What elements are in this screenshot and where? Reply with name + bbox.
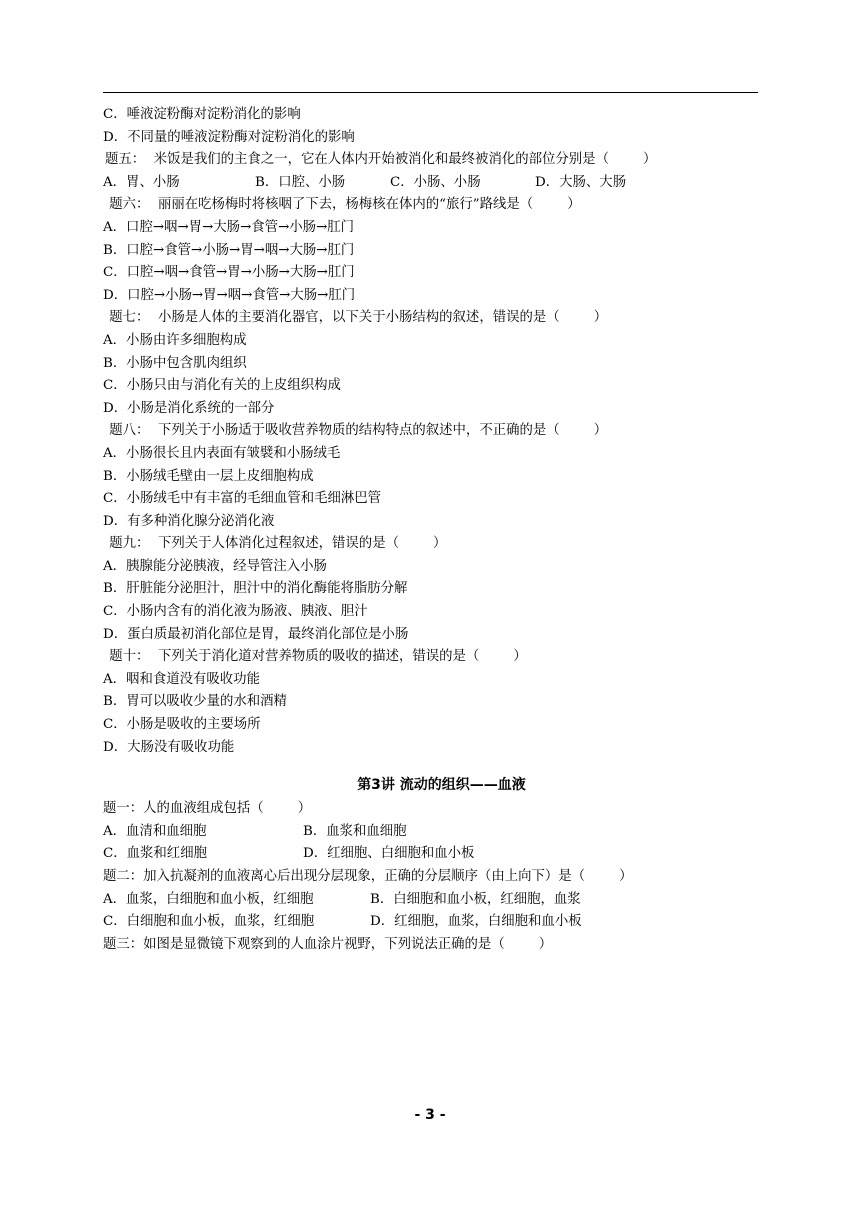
question-line: 题六： 丽丽在吃杨梅时将核咽了下去，杨梅核在体内的“旅行”路线是（ ）	[105, 197, 581, 213]
option-line: D．小肠是消化系统的一部分	[103, 400, 275, 416]
option-text: A．血清和血细胞	[103, 823, 207, 839]
option-text: A．胃、小肠	[103, 174, 180, 190]
option-line: B．胃可以吸收少量的水和酒精	[103, 694, 287, 710]
option-text: B．血浆和血细胞	[303, 823, 407, 839]
option-text: D．红细胞、白细胞和血小板	[303, 846, 475, 862]
option-text: A．血浆，白细胞和血小板，红细胞	[103, 891, 314, 907]
option-text: D．红细胞，血浆，白细胞和血小板	[370, 914, 582, 930]
question-line: 题七： 小肠是人体的主要消化器官，以下关于小肠结构的叙述，错误的是（ ）	[105, 310, 608, 326]
question-line: 题五： 米饭是我们的主食之一，它在人体内开始被消化和最终被消化的部位分别是（ ）	[105, 152, 657, 168]
option-line: B．口腔→食管→小肠→胃→咽→大肠→肛门	[103, 242, 355, 258]
option-row	[103, 843, 758, 866]
option-line: C．小肠只由与消化有关的上皮组织构成	[103, 378, 341, 394]
option-text: C．白细胞和血小板，血浆，红细胞	[103, 914, 315, 930]
option-line: B．小肠绒毛壁由一层上皮细胞构成	[103, 468, 314, 484]
option-row	[103, 911, 758, 934]
option-line: C．口腔→咽→食管→胃→小肠→大肠→肛门	[103, 265, 355, 281]
option-line: 题一：人的血液组成包括（ ）	[103, 801, 312, 817]
option-line: A．咽和食道没有吸收功能	[103, 671, 260, 687]
option-line: D．大肠没有吸收功能	[103, 739, 235, 755]
option-line: D．不同量的唾液淀粉酶对淀粉消化的影响	[103, 129, 355, 145]
page-number: - 3 -	[414, 1107, 446, 1123]
page-content	[103, 104, 758, 956]
option-line: B．肝脏能分泌胆汁，胆汁中的消化酶能将脂肪分解	[103, 581, 408, 597]
option-row	[103, 889, 758, 912]
option-line: D．蛋白质最初消化部位是胃，最终消化部位是小肠	[103, 626, 409, 642]
option-row	[103, 821, 758, 844]
option-line: A．小肠由许多细胞构成	[103, 332, 247, 348]
option-text: C．小肠、小肠	[390, 174, 481, 190]
header-rule	[103, 92, 758, 93]
question-line: 题九： 下列关于人体消化过程叙述，错误的是（ ）	[105, 536, 447, 552]
option-line: A．口腔→咽→胃→大肠→食管→小肠→肛门	[103, 219, 355, 235]
option-line: A．胰腺能分泌胰液，经导管注入小肠	[103, 558, 327, 574]
option-line: B．小肠中包含肌肉组织	[103, 355, 247, 371]
option-line: A．小肠很长且内表面有皱襞和小肠绒毛	[103, 445, 341, 461]
question-line: 题十： 下列关于消化道对营养物质的吸收的描述，错误的是（ ）	[105, 649, 527, 665]
section-title: 第3讲 流动的组织——血液	[357, 777, 526, 794]
option-line: C．小肠内含有的消化液为肠液、胰液、胆汁	[103, 604, 368, 620]
option-text: B．白细胞和血小板，红细胞，血浆	[370, 891, 581, 907]
option-text: D．大肠、大肠	[535, 174, 627, 190]
option-line: D．有多种消化腺分泌消化液	[103, 513, 275, 529]
option-line: 题二：加入抗凝剂的血液离心后出现分层现象，正确的分层顺序（由上向下）是（ ）	[103, 869, 633, 884]
option-line: C．唾液淀粉酶对淀粉消化的影响	[103, 107, 301, 122]
option-text: B．口腔、小肠	[255, 174, 346, 190]
option-text: C．血浆和红细胞	[103, 846, 207, 862]
question-line: 题八： 下列关于小肠适于吸收营养物质的结构特点的叙述中，不正确的是（ ）	[105, 423, 608, 439]
option-line: D．口腔→小肠→胃→咽→食管→大肠→肛门	[103, 287, 356, 303]
option-line: C．小肠是吸收的主要场所	[103, 717, 261, 733]
section-gap	[103, 759, 758, 772]
option-row	[103, 172, 758, 195]
option-line: 题三：如图是显微镜下观察到的人血涂片视野，下列说法正确的是（ ）	[103, 936, 553, 952]
option-line: C．小肠绒毛中有丰富的毛细血管和毛细淋巴管	[103, 491, 382, 507]
